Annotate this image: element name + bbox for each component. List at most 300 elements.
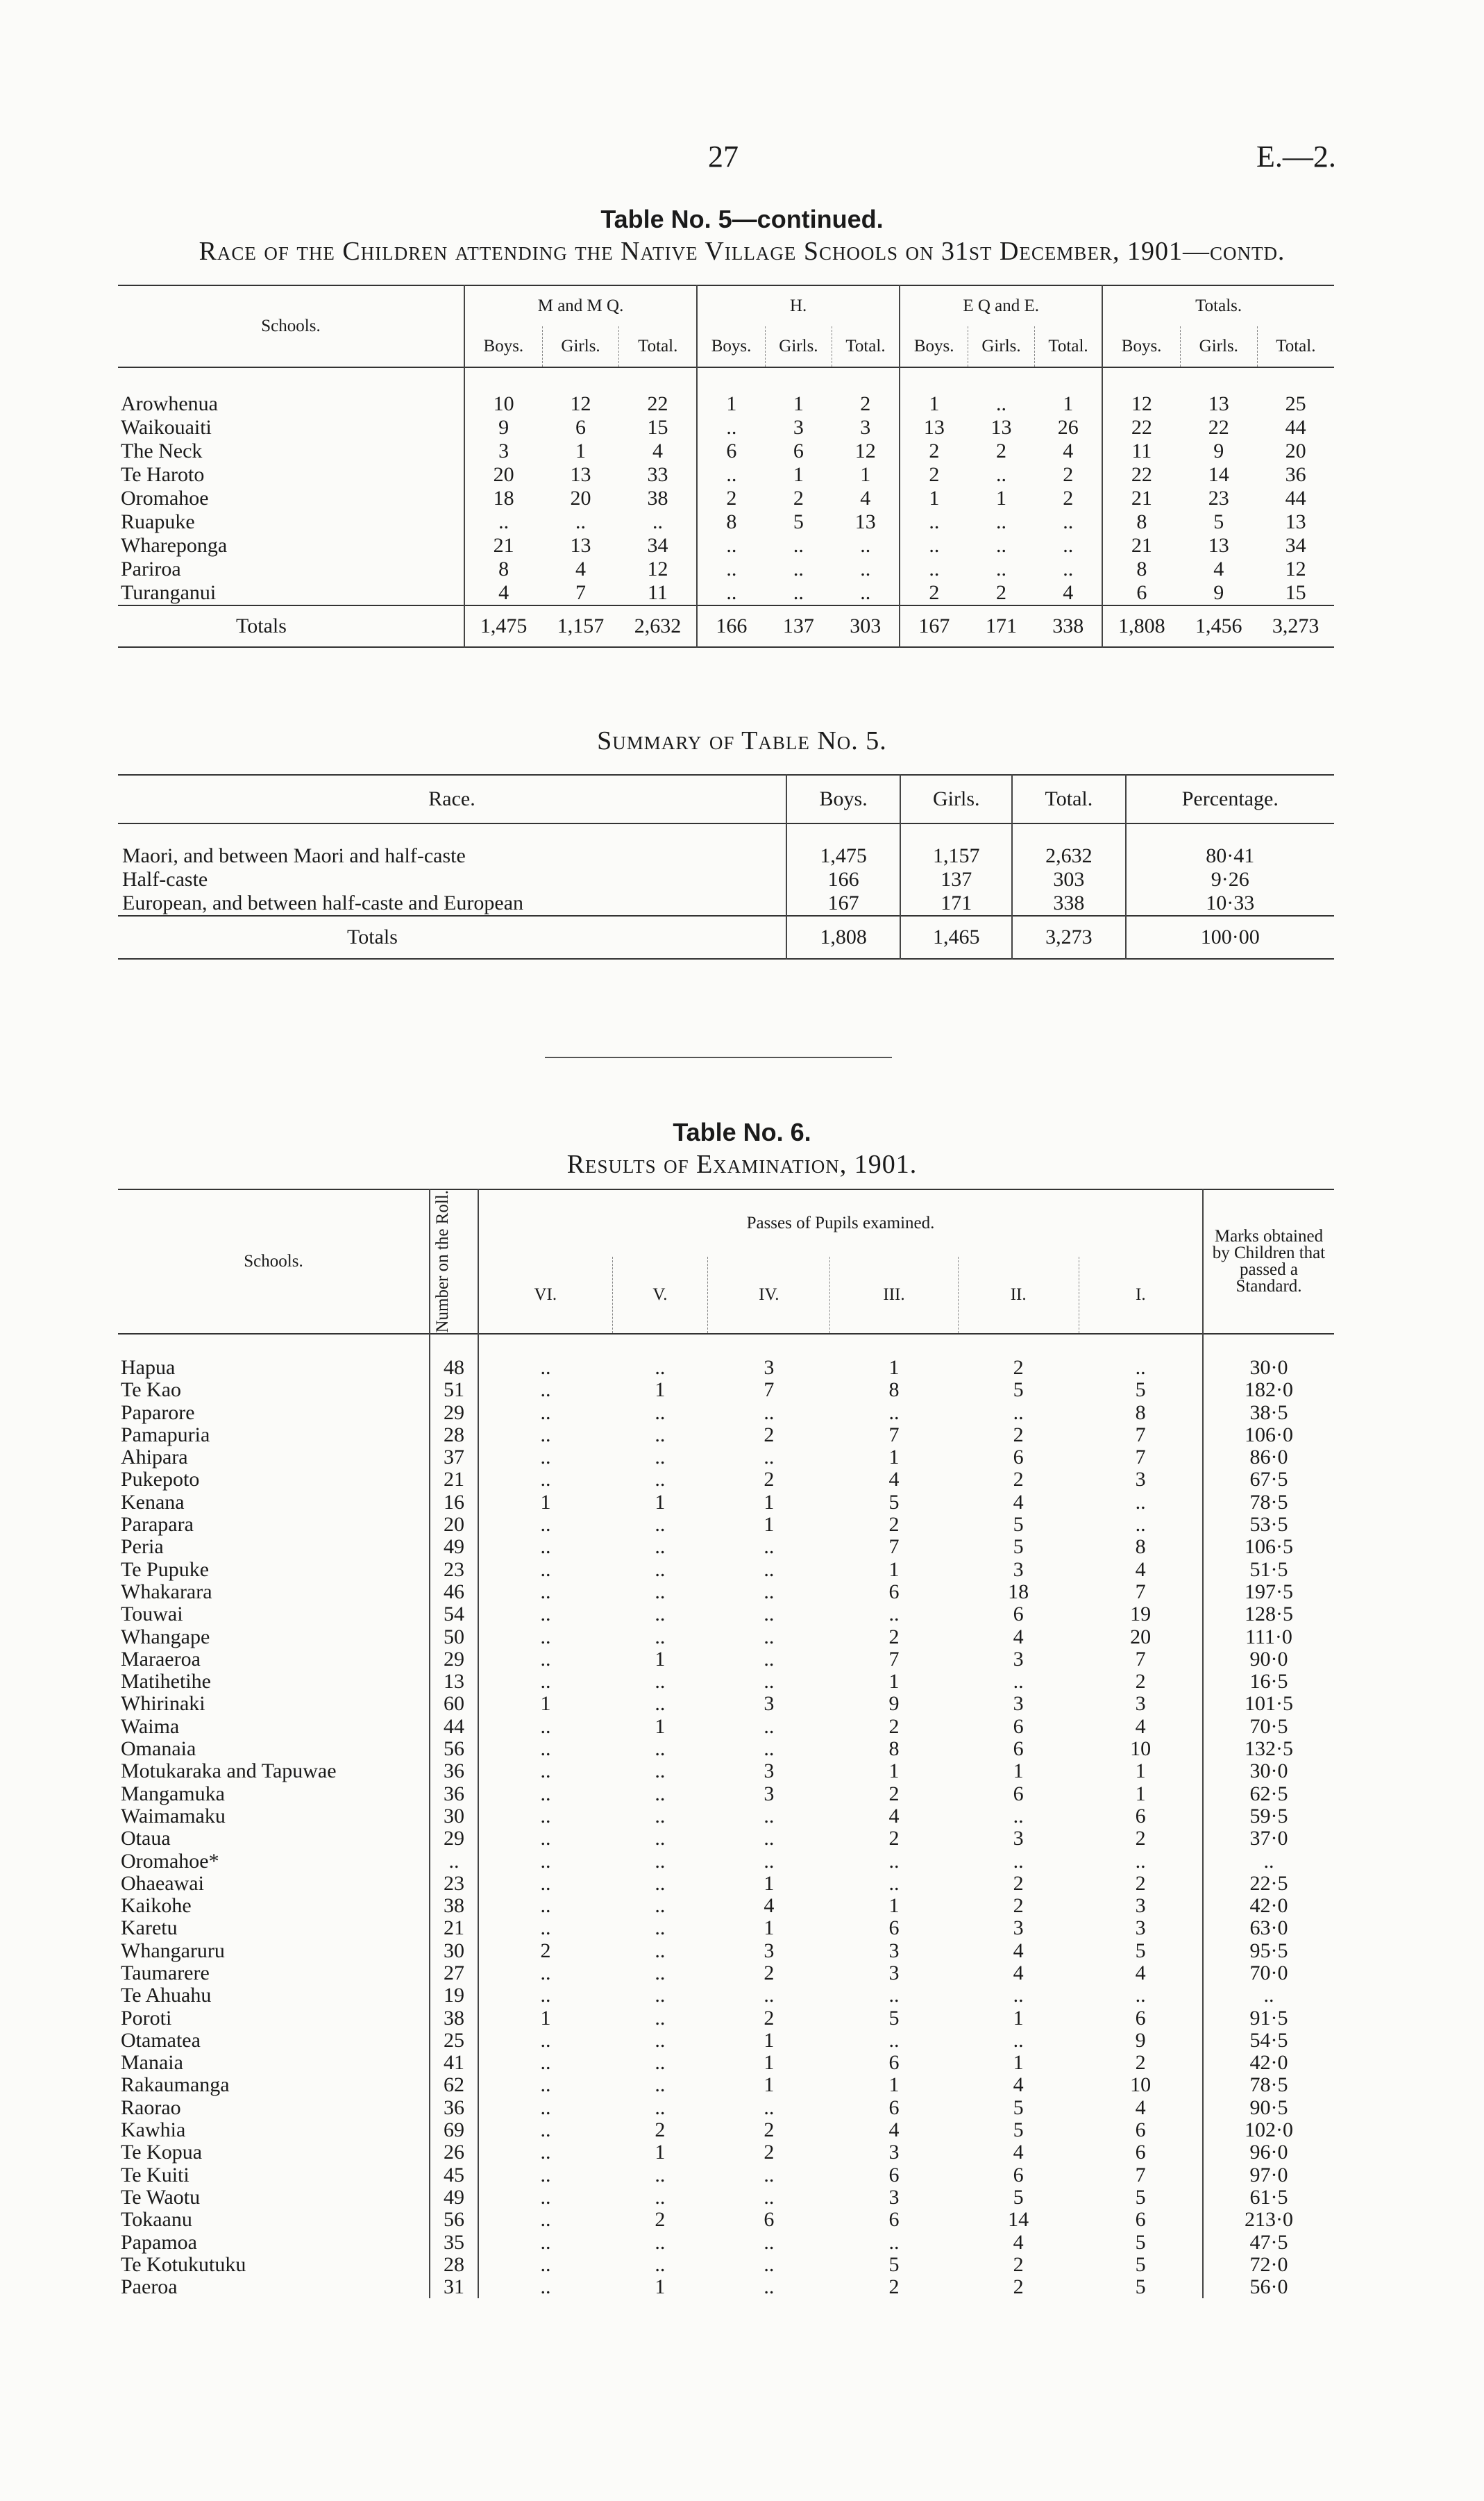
table-cell: 3: [1013, 1692, 1024, 1716]
table-cell: 26: [430, 2141, 478, 2164]
table-cell: 41: [430, 2052, 478, 2074]
table-row: [118, 1716, 1334, 1738]
table-cell: 6: [888, 2051, 900, 2075]
table-cell: 111·0: [1203, 1625, 1334, 1648]
table-cell: ..: [478, 1738, 612, 1760]
table-cell: 4: [764, 1894, 775, 1918]
group-header: Totals.: [1102, 285, 1334, 326]
table-cell: 45: [430, 2164, 478, 2186]
total-cell: 100·00: [1126, 916, 1334, 959]
table-row: [118, 1873, 1334, 1895]
table-cell: 8: [888, 1378, 900, 1402]
table-cell: 2: [655, 2208, 666, 2232]
school-name: Pukepoto: [121, 1468, 200, 1491]
table-cell: 21: [464, 534, 542, 558]
table-row: [118, 2007, 1334, 2029]
table-cell: 2: [1013, 1894, 1024, 1918]
table-cell: 2: [900, 581, 968, 605]
table-cell: 1: [1135, 1782, 1146, 1805]
table-cell: ..: [888, 1984, 900, 2007]
table-cell: ..: [655, 1603, 666, 1626]
table-cell: 2: [793, 487, 804, 510]
table-cell: 106·0: [1203, 1424, 1334, 1446]
table-cell: 1: [900, 392, 968, 416]
table-cell: 56·0: [1203, 2276, 1334, 2298]
column-header: Girls.: [1180, 326, 1257, 367]
table-cell: 4: [1135, 1557, 1146, 1581]
total-cell: 338: [1052, 614, 1084, 637]
table-cell: ..: [478, 2231, 612, 2253]
table-cell: 18: [1008, 1580, 1029, 1603]
table-cell: ..: [478, 1782, 612, 1805]
standard-header: VI.: [478, 1257, 612, 1334]
table-cell: 3: [464, 440, 542, 463]
table-row: [118, 2119, 1334, 2141]
table-cell: 21: [430, 1917, 478, 1939]
table-cell: 30: [430, 1805, 478, 1827]
table-cell: 2: [764, 1961, 775, 1984]
table-cell: 5: [1013, 1378, 1024, 1402]
table-cell: 4: [1013, 2230, 1024, 2254]
table-cell: 16: [430, 1491, 478, 1514]
table-cell: 4: [888, 2118, 900, 2142]
table-cell: 9: [1213, 440, 1224, 462]
table-cell: 8: [1102, 510, 1180, 534]
table-cell: 5: [1135, 2252, 1146, 2276]
table-cell: 28: [430, 1424, 478, 1446]
column-header: Girls.: [766, 326, 832, 367]
standard-header: V.: [612, 1257, 708, 1334]
table-cell: 4: [1013, 2073, 1024, 2097]
table-cell: 2: [996, 581, 1006, 604]
totals-row: [118, 605, 1334, 647]
table-cell: ..: [655, 1535, 666, 1559]
table-cell: ..: [764, 1670, 775, 1693]
table-cell: ..: [478, 1895, 612, 1917]
table-cell: 2,632: [1012, 844, 1125, 868]
table-row: [118, 1648, 1334, 1671]
table-cell: 13: [570, 534, 591, 557]
table-cell: 6: [1013, 1603, 1024, 1626]
table-cell: 1,157: [900, 844, 1012, 868]
school-name: Karetu: [121, 1916, 178, 1940]
school-name: Ruapuke: [121, 510, 195, 533]
table-cell: 1: [764, 1871, 775, 1895]
table-cell: 22: [1102, 463, 1180, 487]
table-cell: ..: [655, 1759, 666, 1783]
table-cell: ..: [655, 1557, 666, 1581]
table-cell: 182·0: [1203, 1379, 1334, 1401]
table-cell: 5: [1013, 1513, 1024, 1537]
table-cell: 2: [888, 1827, 900, 1850]
table-cell: 8: [697, 510, 765, 534]
table-cell: ..: [478, 1984, 612, 2007]
school-name: Arowhenua: [121, 392, 218, 415]
table-cell: 20: [430, 1514, 478, 1536]
table-cell: 1: [697, 392, 765, 416]
column-header: Total.: [619, 326, 697, 367]
table-cell: 9: [888, 1692, 900, 1716]
table-cell: 12: [1102, 392, 1180, 416]
table-cell: ..: [478, 2141, 612, 2164]
table-cell: 33: [647, 463, 668, 486]
table-cell: 5: [1013, 2096, 1024, 2119]
totals-label: Totals: [236, 614, 287, 637]
school-name: Waimamaku: [121, 1804, 226, 1827]
table-cell: ..: [900, 510, 968, 534]
table-cell: 2: [1013, 1423, 1024, 1446]
table-cell: ..: [888, 1849, 900, 1873]
table-cell: 5: [888, 2252, 900, 2276]
table-row: [118, 2254, 1334, 2276]
table-cell: 15: [647, 416, 668, 439]
school-name: Otaua: [121, 1827, 171, 1850]
table-cell: 4: [1135, 1961, 1146, 1984]
race-name: Maori, and between Maori and half-caste: [122, 844, 466, 867]
table-cell: 1: [888, 2073, 900, 2097]
table-cell: 2: [655, 2118, 666, 2142]
table-cell: 69: [430, 2119, 478, 2141]
table-cell: 34: [647, 534, 668, 557]
table-cell: ..: [478, 1850, 612, 1872]
table-cell: ..: [888, 2028, 900, 2052]
table-cell: 50: [430, 1625, 478, 1648]
table-cell: ..: [655, 1670, 666, 1693]
table-row: [118, 1805, 1334, 1827]
table-cell: 37: [430, 1446, 478, 1469]
table-cell: 7: [1135, 1446, 1146, 1469]
table-cell: ..: [478, 2052, 612, 2074]
table-cell: ..: [764, 2096, 775, 2119]
table-cell: 4: [1013, 1625, 1024, 1648]
table-cell: 5: [1213, 510, 1224, 533]
table-cell: ..: [655, 1513, 666, 1537]
table-cell: 22: [1102, 416, 1180, 440]
table-cell: ..: [764, 1849, 775, 1873]
table-cell: 2: [1013, 1355, 1024, 1379]
table-cell: 21: [1102, 487, 1180, 510]
table-cell: ..: [1135, 1490, 1146, 1514]
school-name: Te Ahuahu: [121, 1984, 212, 2007]
table-cell: 21: [430, 1469, 478, 1491]
table-cell: 67·5: [1203, 1469, 1334, 1491]
table-cell: 1: [764, 2051, 775, 2075]
table-cell: 37·0: [1203, 1827, 1334, 1850]
table-cell: 6: [575, 416, 587, 439]
table-cell: 4: [1213, 558, 1224, 580]
table-cell: 47·5: [1203, 2231, 1334, 2253]
table-row: [118, 1693, 1334, 1715]
table-row: [118, 1738, 1334, 1760]
table-cell: 1: [655, 1714, 666, 1738]
table-cell: 3: [1135, 1894, 1146, 1918]
school-name: Pariroa: [121, 558, 181, 580]
table-cell: 7: [888, 1535, 900, 1559]
table-cell: 27: [430, 1962, 478, 1984]
table-cell: 4: [888, 1804, 900, 1827]
table-cell: ..: [764, 2185, 775, 2209]
table-cell: 49: [430, 2186, 478, 2209]
table-cell: 38: [647, 487, 668, 510]
total-cell: 1,475: [464, 605, 542, 647]
table-cell: 2: [900, 463, 968, 487]
table-cell: ..: [655, 1737, 666, 1761]
table-cell: 20: [464, 463, 542, 487]
table-cell: ..: [655, 2096, 666, 2119]
school-name: Te Haroto: [121, 463, 205, 486]
table-cell: 6: [1135, 2141, 1146, 2164]
table-cell: 2: [764, 1423, 775, 1446]
table-cell: 4: [888, 1468, 900, 1491]
table-row: [118, 558, 1334, 581]
table-cell: 12: [1285, 558, 1306, 580]
table-cell: ..: [478, 1873, 612, 1895]
school-name: Pamapuria: [121, 1423, 210, 1446]
table-row: [118, 1424, 1334, 1446]
table-cell: 1: [478, 2007, 612, 2029]
school-name: Whangape: [121, 1625, 210, 1648]
table-cell: 303: [1012, 868, 1125, 892]
table-cell: 3: [888, 1939, 900, 1962]
table-cell: 80·41: [1126, 844, 1334, 868]
column-header: Total.: [1257, 326, 1334, 367]
table-cell: 7: [888, 1647, 900, 1671]
column-header: Girls.: [968, 326, 1035, 367]
table-cell: ..: [478, 1716, 612, 1738]
table-cell: 101·5: [1203, 1693, 1334, 1715]
table-cell: 6: [888, 2163, 900, 2186]
table-cell: ..: [764, 1804, 775, 1827]
table-row: [118, 1514, 1334, 1536]
table-cell: 36: [430, 1782, 478, 1805]
schools-header: Schools.: [244, 1251, 303, 1271]
table-cell: 106·5: [1203, 1536, 1334, 1558]
table-cell: 1: [1063, 392, 1074, 415]
table-cell: 1: [1013, 2006, 1024, 2030]
table-cell: 2: [697, 487, 765, 510]
table-cell: ..: [1013, 1984, 1024, 2007]
summary-title: Summary of Table No. 5.: [597, 726, 887, 755]
table-cell: ..: [655, 2163, 666, 2186]
table-cell: 3: [1135, 1468, 1146, 1491]
table-cell: 2: [764, 1468, 775, 1491]
table-cell: 6: [764, 2208, 775, 2232]
table-cell: ..: [655, 1446, 666, 1469]
table-cell: 8: [1135, 1400, 1146, 1424]
table-row: [118, 1559, 1334, 1581]
table-cell: ..: [764, 1625, 775, 1648]
table-cell: 1: [764, 2073, 775, 2097]
table-cell: 3: [764, 1759, 775, 1783]
table-cell: 7: [888, 1423, 900, 1446]
table-cell: ..: [575, 510, 587, 533]
school-name: Oromahoe: [121, 487, 209, 510]
table-cell: ..: [478, 2254, 612, 2276]
table5-title: Table No. 5—continued.: [600, 205, 884, 233]
standard-header: IV.: [708, 1257, 830, 1334]
schools-header: Schools.: [261, 317, 321, 335]
standard-header: II.: [958, 1257, 1079, 1334]
table-cell: 2: [888, 2275, 900, 2299]
table-cell: 2: [764, 2006, 775, 2030]
table-cell: 2: [1013, 1468, 1024, 1491]
table-cell: 3: [1135, 1916, 1146, 1940]
table-cell: 9·26: [1126, 868, 1334, 892]
table-cell: 96·0: [1203, 2141, 1334, 2164]
table-row: [118, 581, 1334, 605]
table-cell: ..: [655, 1580, 666, 1603]
school-name: Otamatea: [121, 2028, 201, 2052]
table-cell: 6: [1013, 1737, 1024, 1761]
table-cell: ..: [996, 392, 1006, 415]
school-name: Matihetihe: [121, 1670, 211, 1693]
table-cell: ..: [860, 581, 871, 604]
table-cell: 4: [1013, 1490, 1024, 1514]
table-cell: ..: [1013, 1670, 1024, 1693]
section-divider: [545, 1057, 892, 1058]
group-header: M and M Q.: [464, 285, 697, 326]
table-row: [118, 1401, 1334, 1423]
school-name: Paeroa: [121, 2275, 178, 2299]
table-cell: ..: [697, 416, 765, 440]
table-row: [118, 2052, 1334, 2074]
table6: [118, 1189, 1334, 2298]
table-cell: ..: [655, 1468, 666, 1491]
column-header: Boys.: [1102, 326, 1180, 367]
table-cell: 34: [1285, 534, 1306, 557]
table-cell: 4: [860, 487, 871, 510]
school-name: Rakaumanga: [121, 2073, 230, 2097]
table-cell: ..: [655, 1692, 666, 1716]
table-cell: 6: [888, 2208, 900, 2232]
table-cell: 6: [1135, 1804, 1146, 1827]
table-cell: ..: [793, 581, 804, 604]
table-cell: ..: [764, 2163, 775, 2186]
table-cell: ..: [764, 1535, 775, 1559]
table-cell: ..: [764, 1603, 775, 1626]
table-cell: 38: [430, 2007, 478, 2029]
table-cell: 13: [1208, 534, 1229, 557]
table-cell: ..: [478, 2097, 612, 2119]
table-cell: 23: [1208, 487, 1229, 510]
table-cell: 3: [764, 1939, 775, 1962]
table-cell: 7: [1135, 1647, 1146, 1671]
totals-row: [118, 916, 1334, 959]
table-cell: ..: [478, 1625, 612, 1648]
table-row: [118, 1895, 1334, 1917]
school-name: Ahipara: [121, 1446, 188, 1469]
table-cell: ..: [1013, 2028, 1024, 2052]
table-cell: 29: [430, 1648, 478, 1671]
school-name: Mangamuka: [121, 1782, 225, 1805]
table-cell: 2: [1135, 1670, 1146, 1693]
table-cell: ..: [697, 463, 765, 487]
table-cell: 20: [1130, 1625, 1152, 1648]
table-cell: 13: [570, 463, 591, 486]
table-cell: ..: [888, 1400, 900, 1424]
table-cell: 13: [990, 416, 1012, 439]
table-cell: ..: [793, 558, 804, 580]
marks-header: Marks obtained by Children that passed a Standard.: [1203, 1189, 1334, 1334]
school-name: Waikouaiti: [121, 416, 212, 439]
table-row: [118, 2097, 1334, 2119]
table-cell: 3: [1013, 1827, 1024, 1850]
school-name: Whirinaki: [121, 1692, 205, 1716]
school-name: Te Pupuke: [121, 1557, 210, 1581]
table-cell: 51·5: [1203, 1559, 1334, 1581]
school-name: Parapara: [121, 1513, 194, 1537]
table-cell: ..: [1013, 1400, 1024, 1424]
total-header: Total.: [1012, 775, 1125, 823]
table-cell: ..: [430, 1850, 478, 1872]
table-cell: ..: [1013, 1804, 1024, 1827]
table-cell: 1,475: [786, 844, 900, 868]
table-cell: 171: [900, 892, 1012, 916]
table-cell: 38·5: [1203, 1401, 1334, 1423]
table-cell: ..: [764, 2275, 775, 2299]
school-name: Te Kopua: [121, 2141, 203, 2164]
table-cell: ..: [996, 534, 1006, 557]
table-cell: ..: [860, 534, 871, 557]
table-cell: ..: [996, 510, 1006, 533]
table-cell: 10: [1130, 2073, 1152, 2097]
school-name: Kenana: [121, 1490, 185, 1514]
school-name: Omanaia: [121, 1737, 196, 1761]
table-cell: 36: [1285, 463, 1306, 486]
table-cell: ..: [1063, 510, 1074, 533]
table-cell: 26: [1057, 416, 1079, 439]
table-cell: 6: [1135, 2118, 1146, 2142]
school-name: Raorao: [121, 2096, 181, 2119]
table-cell: 46: [430, 1581, 478, 1603]
table-cell: 1: [888, 1355, 900, 1379]
table-cell: 44: [1285, 416, 1306, 439]
table-cell: 197·5: [1203, 1581, 1334, 1603]
table-cell: 23: [430, 1559, 478, 1581]
school-name: Te Kotukutuku: [121, 2252, 246, 2276]
table-cell: 1: [764, 2028, 775, 2052]
total-cell: 167: [900, 605, 968, 647]
school-name: Manaia: [121, 2051, 183, 2075]
table5: [118, 285, 1334, 648]
table-cell: ..: [655, 2006, 666, 2030]
table-row: [118, 1536, 1334, 1558]
table-cell: 1: [655, 2141, 666, 2164]
table-cell: ..: [655, 1984, 666, 2007]
table-cell: ..: [478, 2276, 612, 2298]
table-cell: 1: [478, 1491, 612, 1514]
table-cell: 2: [888, 1625, 900, 1648]
table-cell: 13: [900, 416, 968, 440]
table-row: [118, 392, 1334, 416]
column-header: Total.: [1034, 326, 1102, 367]
table-cell: ..: [655, 2230, 666, 2254]
table-cell: 25: [430, 2030, 478, 2052]
table-cell: 1: [764, 1513, 775, 1537]
table-cell: ..: [655, 2028, 666, 2052]
table-row: [118, 1491, 1334, 1514]
table-cell: ..: [478, 1603, 612, 1625]
totals-label: Totals: [347, 926, 398, 948]
table-cell: 11: [1102, 440, 1180, 463]
document-code: E.—2.: [1256, 140, 1336, 174]
table-row: [118, 1469, 1334, 1491]
table-cell: 86·0: [1203, 1446, 1334, 1469]
table-row: [118, 1357, 1334, 1379]
table-row: [118, 440, 1334, 463]
table-cell: 30·0: [1203, 1357, 1334, 1379]
table-row: [118, 534, 1334, 558]
